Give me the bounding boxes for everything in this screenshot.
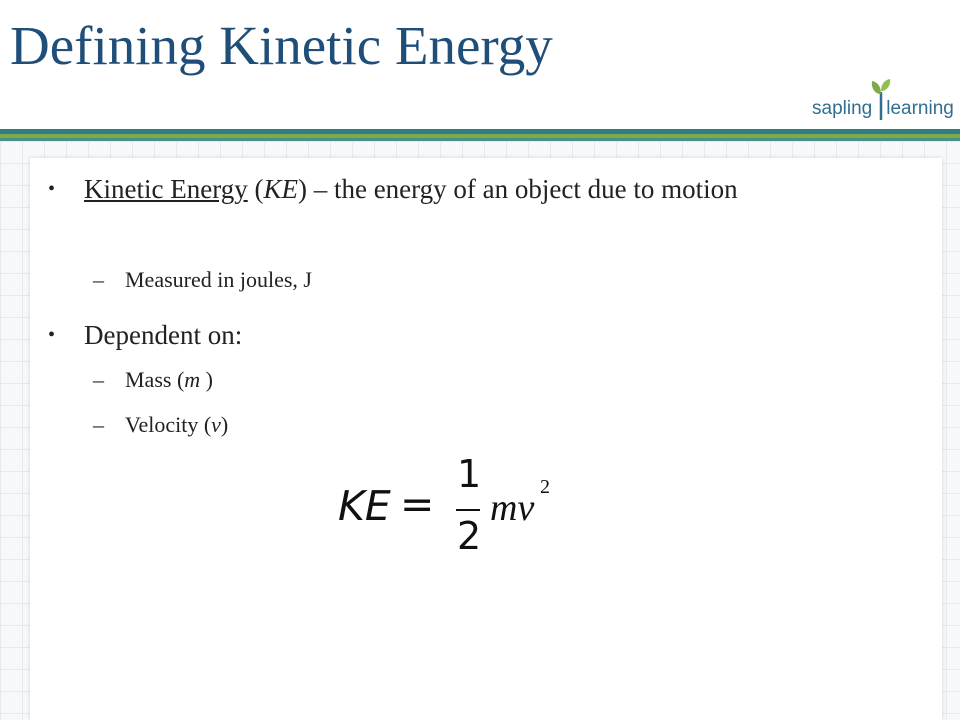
abbr-ke: KE bbox=[263, 174, 298, 204]
sub-dash: – bbox=[93, 267, 104, 292]
var-v: v bbox=[211, 412, 221, 437]
definition-text: ) – the energy of an object due to motion bbox=[297, 174, 738, 204]
sub-text: Mass (m ) bbox=[125, 367, 213, 392]
formula-fraction-bar bbox=[456, 509, 480, 511]
kinetic-energy-formula bbox=[338, 452, 578, 566]
slide-title: Defining Kinetic Energy bbox=[10, 15, 553, 76]
bullet-dot: • bbox=[48, 324, 56, 346]
sub-text: Velocity (v) bbox=[125, 412, 229, 437]
var-m: m bbox=[184, 367, 201, 392]
bullet-text: Kinetic Energy (KE) – the energy of an object due to motion bbox=[84, 174, 738, 204]
sapling-learning-logo bbox=[812, 78, 958, 128]
bullet-text: Dependent on: bbox=[84, 320, 243, 350]
formula-numerator: 1 bbox=[457, 452, 482, 496]
formula-denominator: 2 bbox=[457, 514, 482, 558]
formula-equals: = bbox=[400, 480, 435, 528]
formula-exponent: 2 bbox=[540, 476, 550, 498]
bullet-dot: • bbox=[48, 178, 56, 200]
formula-lhs: KE bbox=[338, 482, 391, 530]
sub-dash: – bbox=[93, 412, 104, 437]
formula-mv: mv bbox=[490, 487, 535, 529]
term-kinetic-energy: Kinetic Energy bbox=[84, 174, 248, 204]
sub-text: Measured in joules, J bbox=[125, 267, 312, 292]
logo-word-sapling: sapling bbox=[812, 98, 873, 119]
sprout-icon bbox=[870, 78, 892, 120]
logo-word-learning: learning bbox=[886, 98, 954, 119]
content-panel bbox=[30, 158, 942, 720]
sub-dash: – bbox=[93, 367, 104, 392]
